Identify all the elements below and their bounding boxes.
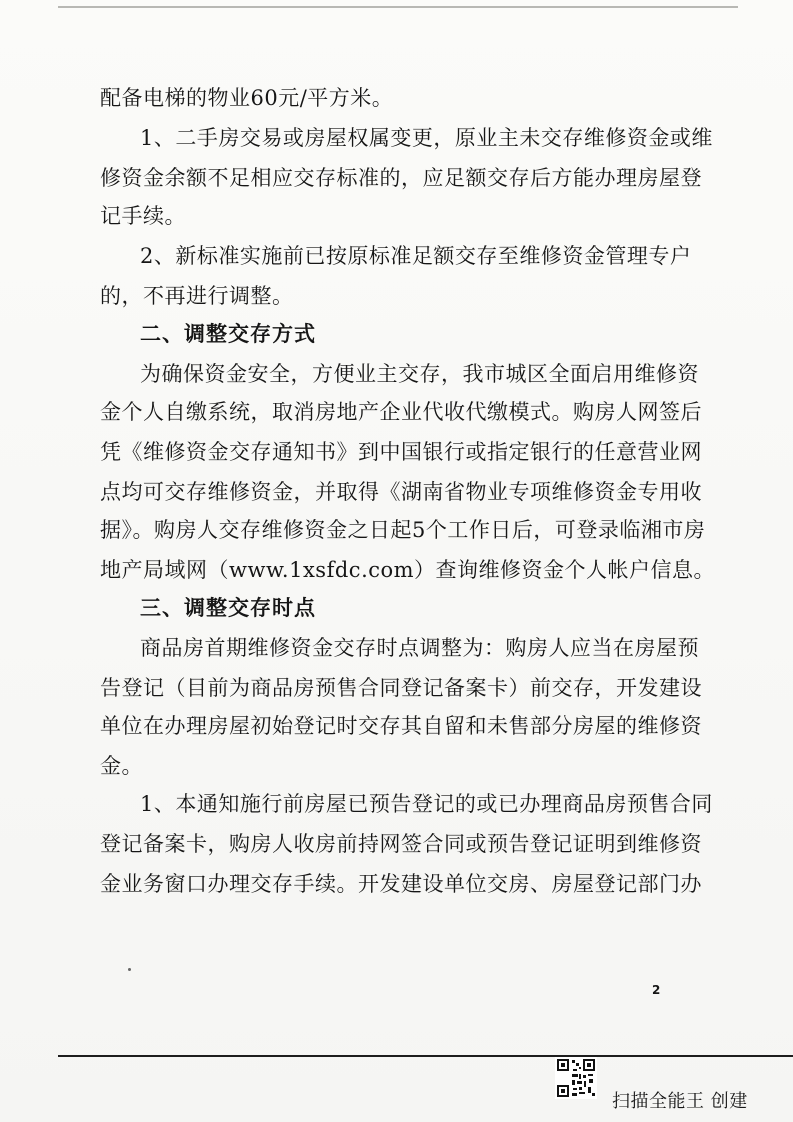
text-line: 地产局域网（www.1xsfdc.com）查询维修资金个人帐户信息。 (100, 558, 716, 582)
text-line: 据》。购房人交存维修资金之日起5个工作日后，可登录临湘市房 (100, 518, 706, 542)
footer-rule (58, 1055, 793, 1057)
qr-code-icon (555, 1057, 597, 1099)
text-line: 金。 (100, 754, 143, 778)
text-line: 1、二手房交易或房屋权属变更，原业主未交存维修资金或维 (140, 126, 713, 150)
scanner-label: 扫描全能王 创建 (612, 1091, 748, 1112)
text-line: 金个人自缴系统，取消房地产企业代收代缴模式。购房人网签后 (100, 400, 702, 424)
text-line: 金业务窗口办理交存手续。开发建设单位交房、房屋登记部门办 (100, 872, 702, 896)
text-line: 告登记（目前为商品房预售合同登记备案卡）前交存，开发建设 (100, 676, 702, 700)
text-line: 点均可交存维修资金，并取得《湖南省物业专项维修资金专用收 (100, 480, 702, 504)
text-line: 为确保资金安全，方便业主交存，我市城区全面启用维修资 (140, 362, 699, 386)
text-line: 修资金余额不足相应交存标准的，应足额交存后方能办理房屋登 (100, 166, 702, 190)
section-heading: 三、调整交存时点 (140, 596, 316, 620)
section-heading: 二、调整交存方式 (140, 322, 316, 346)
text-line: 2、新标准实施前已按原标准足额交存至维修资金管理专户 (140, 244, 692, 268)
top-edge-rule (58, 6, 738, 8)
text-line: 凭《维修资金交存通知书》到中国银行或指定银行的任意营业网 (100, 440, 702, 464)
text-line: 单位在办理房屋初始登记时交存其自留和未售部分房屋的维修资 (100, 714, 702, 738)
text-line: 的，不再进行调整。 (100, 284, 294, 308)
text-line: 商品房首期维修资金交存时点调整为：购房人应当在房屋预 (140, 636, 699, 660)
text-line: 登记备案卡，购房人收房前持网签合同或预告登记证明到维修资 (100, 832, 702, 856)
text-line: 记手续。 (100, 204, 186, 228)
page-number: 2 (652, 983, 661, 997)
text-line: 配备电梯的物业60元/平方米。 (100, 86, 394, 110)
scan-speck (128, 968, 131, 971)
text-line: 1、本通知施行前房屋已预告登记的或已办理商品房预售合同 (140, 792, 713, 816)
